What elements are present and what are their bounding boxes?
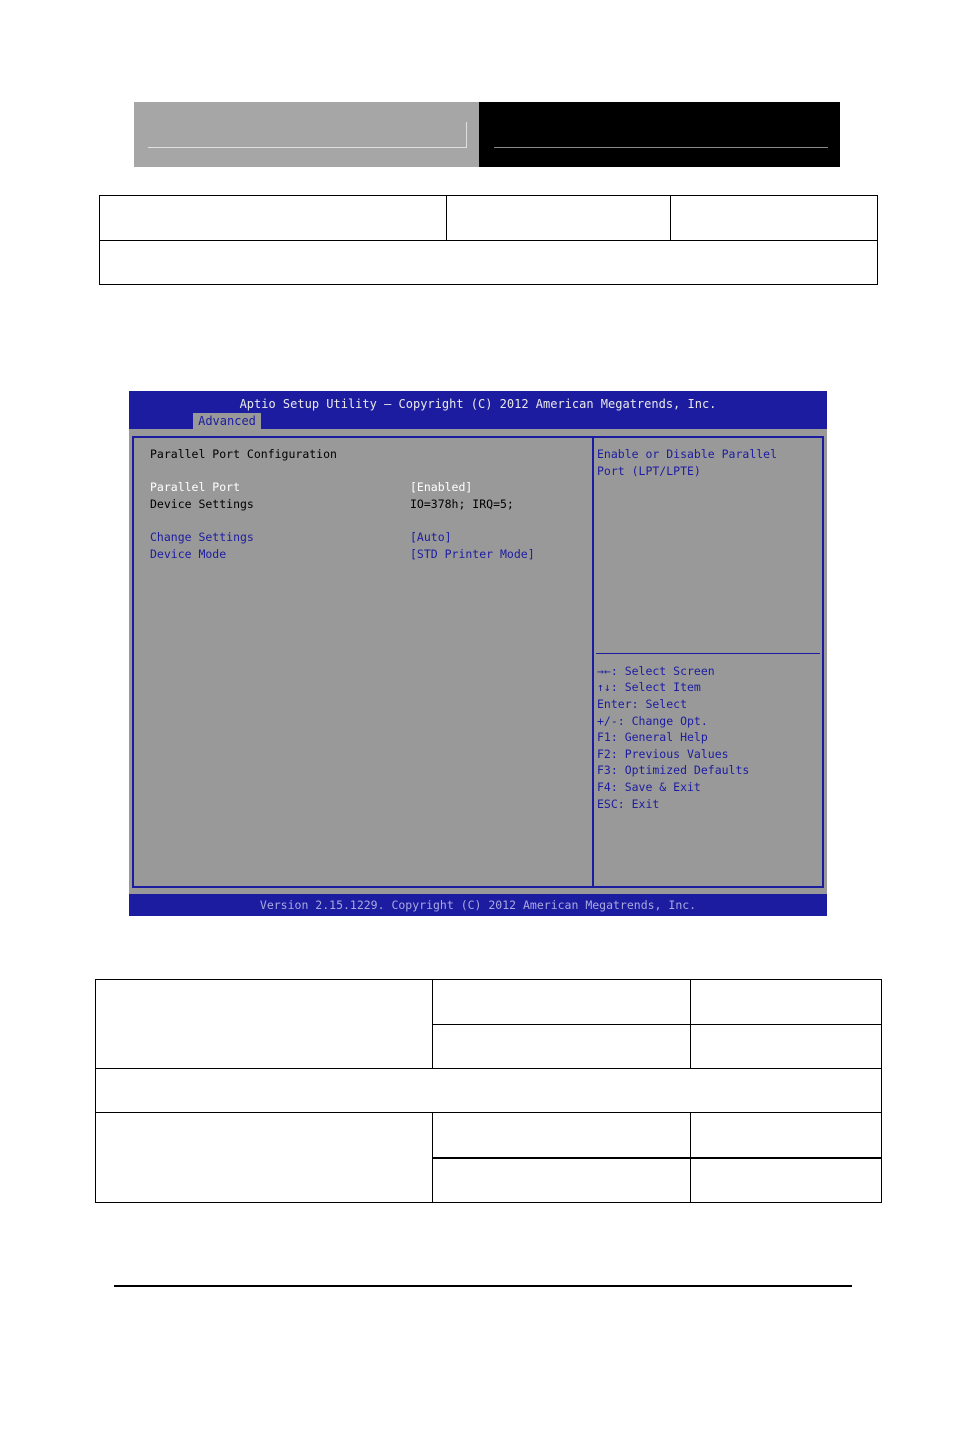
value-device-mode[interactable]: [STD Printer Mode] — [410, 547, 535, 561]
key-hint-esc-exit: ESC: Exit — [597, 797, 660, 811]
section-title: Parallel Port Configuration — [150, 447, 337, 461]
bios-status-bar — [129, 894, 827, 916]
upper-table-col-divider-2 — [670, 195, 671, 240]
menu-item-parallel-port[interactable]: Parallel Port — [150, 480, 241, 494]
lower-table-col-divider-1b — [432, 1112, 433, 1203]
menu-item-device-mode[interactable]: Device Mode — [150, 547, 227, 561]
bios-pane-divider — [592, 436, 594, 888]
help-text-line-1: Enable or Disable Parallel — [597, 447, 778, 461]
key-hint-optimized-defaults: F3: Optimized Defaults — [597, 763, 750, 777]
key-hint-select-screen: →←: Select Screen — [597, 664, 715, 678]
value-parallel-port[interactable]: [Enabled] — [410, 480, 473, 494]
key-hint-change-opt: +/-: Change Opt. — [597, 714, 708, 728]
value-change-settings[interactable]: [Auto] — [410, 530, 452, 544]
lower-table-col-divider-2a — [690, 979, 691, 1068]
banner-right-rule — [494, 147, 828, 148]
value-device-settings: IO=378h; IRQ=5; — [410, 497, 514, 511]
menu-item-change-settings[interactable]: Change Settings — [150, 530, 254, 544]
banner-left-tick — [466, 122, 467, 148]
bios-title-bar — [129, 391, 827, 429]
bios-version: Version 2.15.1229. Copyright (C) 2012 American Megatrends, Inc. — [259, 898, 697, 912]
help-pane-rule — [596, 653, 820, 654]
lower-table-col-divider-1a — [432, 979, 433, 1068]
upper-table-row-divider — [99, 240, 878, 241]
lower-table-frame — [95, 979, 882, 1203]
key-hint-save-exit: F4: Save & Exit — [597, 780, 701, 794]
help-text-line-2: Port (LPT/LPTE) — [597, 464, 701, 478]
footer-rule — [114, 1285, 852, 1287]
lower-table-row-divider-2 — [95, 1112, 882, 1113]
header-banner — [134, 102, 840, 167]
bios-screen — [129, 391, 827, 916]
key-hint-select-item: ↑↓: Select Item — [597, 680, 701, 694]
lower-table-subrow-divider-1 — [432, 1024, 882, 1025]
lower-table-subrow-divider-2 — [432, 1157, 882, 1159]
bios-title: Aptio Setup Utility – Copyright (C) 2012 American Megatrends, Inc. — [239, 397, 717, 411]
key-hint-previous-values: F2: Previous Values — [597, 747, 729, 761]
upper-table-col-divider-1 — [446, 195, 447, 240]
banner-left-block — [134, 102, 479, 167]
lower-table-col-divider-2b — [690, 1112, 691, 1203]
banner-right-block — [479, 102, 840, 167]
tab-advanced[interactable]: Advanced — [193, 413, 261, 429]
key-hint-general-help: F1: General Help — [597, 730, 708, 744]
key-hint-enter-select: Enter: Select — [597, 697, 688, 711]
banner-left-rule — [148, 147, 467, 148]
menu-item-device-settings: Device Settings — [150, 497, 254, 511]
lower-table-row-divider-1 — [95, 1068, 882, 1069]
